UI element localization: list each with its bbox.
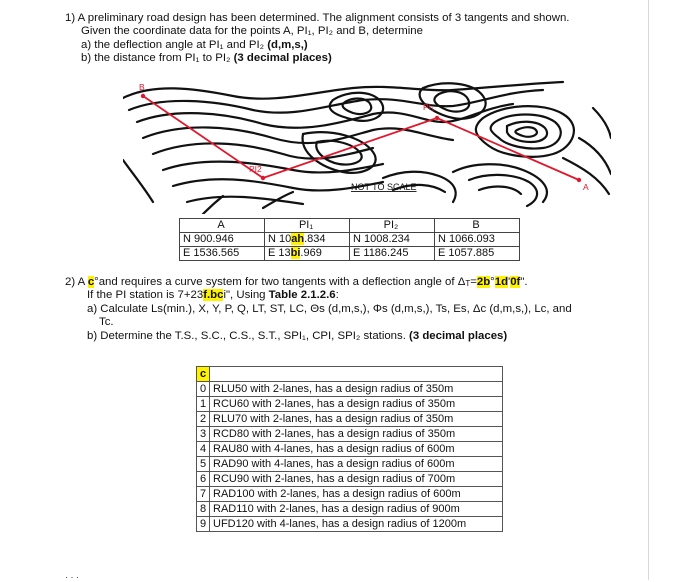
q2-l1-sub: T (465, 279, 471, 288)
table-row (197, 427, 503, 442)
coord-e-pi1-pre: E 13 (268, 247, 291, 259)
map-label-b: B (139, 82, 145, 92)
coord-header-b: B (435, 219, 520, 233)
q1-a-bold: (d,m,s,) (267, 38, 308, 51)
design-radius-table (196, 366, 503, 532)
station-pi1 (435, 116, 439, 120)
coord-header-row (180, 219, 520, 233)
coord-e-a: E 1536.565 (180, 247, 265, 261)
row-index: 8 (197, 502, 210, 517)
q2-part-b (65, 330, 572, 343)
contour-lines (123, 82, 611, 214)
q1-part-b (65, 52, 569, 65)
coord-n-b: N 1066.093 (435, 233, 520, 247)
row-description: RAD110 with 2-lanes, has a design radius of 900m (210, 502, 503, 517)
q2-line1 (65, 276, 572, 289)
q2-var-c: c (87, 276, 95, 288)
q1-line2: Given the coordinate data for the points A, PI₁, PI₂ and B, determine (81, 25, 423, 38)
coord-e-pi1 (265, 247, 350, 261)
q2-part-a: a) Calculate Ls(min.), X, Y, P, Q, LT, ST, LC, Θs (d,m,s,), Φs (d,m,s,), Ts, Es, Δc (d,m,s,), Lc, and (87, 302, 572, 315)
q2-line2 (65, 289, 572, 302)
page-continuation-mark: · · · (65, 572, 79, 582)
coord-e-pi1-var: bi (290, 247, 301, 259)
row-index: 6 (197, 472, 210, 487)
row-description: RLU70 with 2-lanes, has a design radius of 350m (210, 412, 503, 427)
coord-e-b: E 1057.885 (435, 247, 520, 261)
not-to-scale-label: NOT TO SCALE (351, 182, 417, 192)
row-index: 0 (197, 382, 210, 397)
q2-l1-pre: 2) A (65, 276, 88, 288)
q1-line1: 1) A preliminary road design has been determined. The alignment consists of 3 tangents and shown. (65, 12, 570, 24)
table-row (197, 382, 503, 397)
q2-l2-pre: If the PI station is 7+23 (87, 289, 204, 302)
radius-header-blank (210, 367, 503, 382)
q2-l2-end: : (335, 289, 339, 302)
map-label-pi1: PI₁ (423, 102, 434, 112)
q2-l1-end: ". (520, 276, 528, 288)
row-index: 1 (197, 397, 210, 412)
coord-header-pi1: PI₁ (265, 219, 350, 233)
q2-l1-deg: ° (490, 276, 495, 288)
station-a (577, 178, 581, 182)
contour-map (123, 78, 611, 214)
station-pi2 (261, 176, 265, 180)
coord-n-pi1 (265, 233, 350, 247)
table-row (197, 397, 503, 412)
map-label-a: A (583, 182, 589, 192)
q2-l1-mid: °and requires a curve system for two tangents with a deflection angle of Δ (94, 276, 466, 288)
q1-a-text: a) the deflection angle at PI₁ and PI₂ (81, 38, 268, 51)
question-1 (65, 12, 569, 66)
q2-var-fbc: f.bc (203, 289, 224, 302)
row-description: RCU60 with 2-lanes, has a design radius of 350m (210, 397, 503, 412)
map-label-pi2: PI2 (249, 164, 262, 174)
row-index: 3 (197, 427, 210, 442)
q2-table-ref: Table 2.1.2.6 (268, 289, 336, 302)
q2-var-1d: 1d (494, 276, 509, 288)
q1-part-a (65, 39, 569, 52)
coord-n-pi2: N 1008.234 (350, 233, 435, 247)
q1-b-text: b) the distance from PI₁ to PI₂ (81, 52, 234, 65)
radius-header-c: c (197, 367, 210, 382)
table-row (197, 472, 503, 487)
coord-n-pi1-var: ah (291, 233, 305, 245)
table-row (197, 412, 503, 427)
q2-l2-mid: i", Using (223, 289, 269, 302)
coord-north-row (180, 233, 520, 247)
q2-var-0f: 0f (510, 276, 521, 288)
row-description: RAU80 with 4-lanes, has a design radius of 600m (210, 442, 503, 457)
q2-part-a-cont: Tc. (99, 316, 114, 329)
row-index: 2 (197, 412, 210, 427)
row-description: RCU90 with 2-lanes, has a design radius of 700m (210, 472, 503, 487)
station-b (141, 94, 145, 98)
row-index: 7 (197, 487, 210, 502)
coord-e-pi1-post: .969 (300, 247, 322, 259)
coord-e-pi2: E 1186.245 (350, 247, 435, 261)
table-row (197, 442, 503, 457)
row-index: 4 (197, 442, 210, 457)
row-description: RLU50 with 2-lanes, has a design radius of 350m (210, 382, 503, 397)
row-description: UFD120 with 4-lanes, has a design radius of 1200m (210, 517, 503, 532)
question-2 (65, 276, 572, 343)
coord-header-a: A (180, 219, 265, 233)
row-description: RAD100 with 2-lanes, has a design radius of 600m (210, 487, 503, 502)
table-row (197, 502, 503, 517)
coord-n-pi1-pre: N 10 (268, 233, 292, 245)
coord-header-pi2: PI₂ (350, 219, 435, 233)
q1-b-bold: (3 decimal places) (233, 52, 332, 65)
page-edge-divider (648, 0, 649, 580)
row-index: 5 (197, 457, 210, 472)
q2-var-2b: 2b (476, 276, 491, 288)
q2-b-bold: (3 decimal places) (409, 329, 508, 342)
radius-header-row (197, 367, 503, 382)
coord-east-row (180, 247, 520, 261)
q2-b-text: b) Determine the T.S., S.C., C.S., S.T., SPI₁, CPI, SPI₂ stations. (87, 329, 410, 342)
coordinate-table (179, 218, 520, 261)
table-row (197, 517, 503, 532)
coord-n-a: N 900.946 (180, 233, 265, 247)
row-index: 9 (197, 517, 210, 532)
row-description: RCD80 with 2-lanes, has a design radius of 350m (210, 427, 503, 442)
table-row (197, 487, 503, 502)
coord-n-pi1-post: .834 (304, 233, 326, 245)
q2-l1-eq: = (470, 276, 477, 288)
table-row (197, 457, 503, 472)
row-description: RAD90 with 4-lanes, has a design radius of 600m (210, 457, 503, 472)
